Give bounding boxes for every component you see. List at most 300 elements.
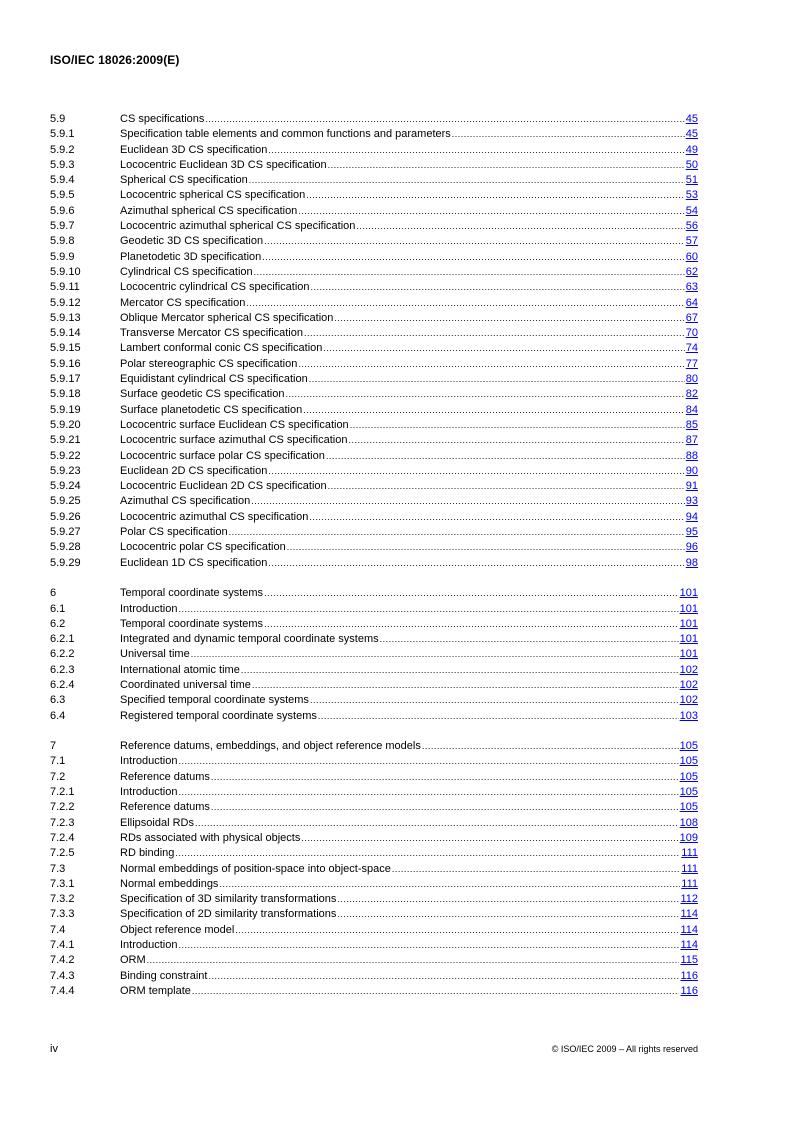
toc-entry-title: Spherical CS specification [120,174,248,187]
toc-entry-number: 5.9.24 [50,480,81,493]
toc-entry-title: Reference datums, embeddings, and object reference models [120,740,421,753]
toc-entry-line [120,984,698,999]
toc-entry [50,280,698,295]
dot-leader [246,296,684,311]
toc-entry [50,112,698,127]
toc-entry-title: Lococentric Euclidean 3D CS specification [120,158,327,171]
toc-page-link[interactable]: 95 [685,526,698,539]
dot-leader [303,403,685,418]
toc-entry-line [120,678,698,693]
toc-entry-title: Introduction [120,939,178,952]
toc-entry [50,341,698,356]
toc-entry [50,403,698,418]
dot-leader [318,709,679,724]
dot-leader [298,204,684,219]
toc-entry-number: 7.3.1 [50,877,75,890]
toc-section [50,739,698,999]
toc-entry [50,250,698,265]
toc-page-link[interactable]: 57 [685,235,698,248]
dot-leader [219,877,680,892]
toc-entry-line [120,296,698,311]
toc-entry-number: 5.9.10 [50,265,81,278]
toc-entry-line [120,632,698,647]
toc-entry-title: Universal time [120,648,190,661]
toc-entry-title: Lococentric azimuthal spherical CS specification [120,220,356,233]
dot-leader [175,846,680,861]
toc-entry-title: Geodetic 3D CS specification [120,235,264,248]
toc-entry-line [120,464,698,479]
toc-entry-title: Lococentric surface polar CS specification [120,449,325,462]
toc-entry [50,188,698,203]
toc-entry [50,602,698,617]
dot-leader [337,892,679,907]
toc-entry-line [120,877,698,892]
toc-page-link[interactable]: 116 [680,969,698,982]
toc-entry-number: 5.9.4 [50,174,75,187]
toc-entry-title: RDs associated with physical objects [120,831,301,844]
toc-entry-line [120,602,698,617]
toc-entry [50,143,698,158]
toc-entry-number: 7.4.4 [50,984,75,997]
toc-entry-number: 5.9.8 [50,235,75,248]
toc-entry-number: 5.9.6 [50,204,75,217]
toc-entry-title: Introduction [120,602,178,615]
toc-page-link[interactable]: 114 [680,939,698,952]
toc-entry-line [120,739,698,754]
toc-entry-title: RD binding [120,847,175,860]
dot-leader [323,341,684,356]
toc-entry-number: 7.2.1 [50,786,75,799]
toc-entry-number: 7.1 [50,755,66,768]
toc-entry-title: Introduction [120,786,178,799]
toc-entry-number: 5.9.25 [50,495,81,508]
toc-page-link[interactable]: 114 [680,923,698,936]
toc-entry-number: 7.3.2 [50,893,75,906]
toc-entry-title: Object reference model [120,923,235,936]
toc-entry-line [120,923,698,938]
toc-entry-line [120,800,698,815]
toc-entry-number: 7.4 [50,923,66,936]
dot-leader [311,280,685,295]
toc-page-link[interactable]: 54 [685,204,698,217]
toc-page-link[interactable]: 87 [685,434,698,447]
toc-page-link[interactable]: 80 [685,373,698,386]
toc-entry [50,892,698,907]
toc-entry-line [120,188,698,203]
toc-entry-number: 7.2.3 [50,816,75,829]
toc-entry-number: 5.9.5 [50,189,75,202]
toc-page-link[interactable]: 111 [681,862,698,875]
toc-entry-number: 5.9.19 [50,403,81,416]
toc-entry [50,785,698,800]
toc-entry-number: 5.9 [50,113,66,125]
toc-entry-title: Mercator CS specification [120,296,246,309]
dot-leader [268,556,684,571]
toc-entry-title: Reference datums [120,801,210,814]
toc-entry-number: 5.9.13 [50,311,81,324]
toc-entry-title: Planetodetic 3D specification [120,250,262,263]
dot-leader [191,647,679,662]
toc-entry [50,372,698,387]
toc-page-link[interactable]: 63 [685,281,698,294]
toc-page-link[interactable]: 91 [685,480,698,493]
toc-entry-line [120,418,698,433]
dot-leader [252,678,679,693]
toc-entry [50,938,698,953]
toc-page-link[interactable]: 93 [685,495,698,508]
toc-entry-title: Lococentric cylindrical CS specification [120,281,310,294]
dot-leader [264,586,679,601]
toc-entry-title: Integrated and dynamic temporal coordinate systems [120,633,379,646]
dot-leader [241,663,679,678]
toc-entry-line [120,173,698,188]
toc-entry-title: Specification table elements and common functions and parameters [120,128,451,141]
toc-section [50,112,698,571]
toc-entry-title: Binding constraint [120,969,208,982]
toc-entry [50,127,698,142]
toc-page-link[interactable]: 101 [679,602,698,615]
toc-entry-line [120,494,698,509]
toc-entry-line [120,754,698,769]
toc-entry-line [120,586,698,601]
toc-entry-number: 5.9.7 [50,220,75,233]
toc-page-link[interactable]: 111 [681,847,698,860]
toc-entry [50,326,698,341]
toc-entry-title: Temporal coordinate systems [120,617,264,630]
toc-entry-number: 5.9.14 [50,327,81,340]
toc-entry-number: 5.9.2 [50,143,75,156]
toc-entry [50,464,698,479]
toc-entry-title: Euclidean 3D CS specification [120,143,268,156]
dot-leader [328,479,685,494]
toc-page-link[interactable]: 98 [685,556,698,569]
toc-entry [50,387,698,402]
toc-entry-title: ORM [120,954,146,967]
toc-page-link[interactable]: 114 [680,908,698,921]
toc-page-link[interactable]: 108 [679,816,698,829]
toc-entry-line [120,709,698,724]
toc-entry [50,831,698,846]
toc-page-link[interactable]: 101 [679,633,698,646]
dot-leader [268,464,684,479]
toc-entry-number: 5.9.26 [50,510,81,523]
dot-leader [334,311,684,326]
toc-entry-number: 5.9.17 [50,373,81,386]
toc-entry [50,953,698,968]
toc-entry-title: Transverse Mercator CS specification [120,327,303,340]
toc-entry-line [120,341,698,356]
toc-entry-number: 7.2 [50,770,66,783]
toc-entry-title: Specified temporal coordinate systems [120,694,309,707]
toc-page-link[interactable]: 53 [685,189,698,202]
toc-entry [50,296,698,311]
toc-entry-line [120,311,698,326]
dot-leader [249,173,685,188]
dot-leader [301,831,678,846]
toc-entry [50,800,698,815]
dot-leader [422,739,679,754]
toc-entry-number: 6.1 [50,602,66,615]
dot-leader [147,953,680,968]
dot-leader [192,984,680,999]
toc-entry-title: Lococentric azimuthal CS specification [120,510,309,523]
toc-entry-line [120,540,698,555]
dot-leader [348,433,684,448]
toc-page-link[interactable]: 115 [680,954,698,967]
dot-leader [178,754,678,769]
toc-entry-line [120,663,698,678]
dot-leader [211,770,679,785]
toc-entry-line [120,785,698,800]
toc-page-link[interactable]: 105 [679,740,698,753]
toc-entry-number: 7 [50,740,57,753]
toc-entry-title: Polar stereographic CS specification [120,357,298,370]
toc-entry-title: Lococentric spherical CS specification [120,189,306,202]
toc-entry-number: 5.9.18 [50,388,81,401]
toc-entry-line [120,479,698,494]
toc-entry-title: Lococentric surface Euclidean CS specification [120,418,349,431]
toc-page-link[interactable]: 102 [679,663,698,676]
page-number: iv [50,1043,58,1055]
dot-leader [452,127,685,142]
toc-entry [50,510,698,525]
toc-entry-title: Lococentric Euclidean 2D CS specification [120,480,327,493]
toc-entry-title: Polar CS specification [120,526,228,539]
toc-entry-title: Azimuthal spherical CS specification [120,204,298,217]
toc-entry-line [120,387,698,402]
toc-entry-title: Oblique Mercator spherical CS specification [120,311,334,324]
toc-entry-number: 5.9.29 [50,556,81,569]
toc-page-link[interactable]: 101 [679,648,698,661]
toc-entry [50,219,698,234]
toc-entry [50,540,698,555]
toc-entry-line [120,693,698,708]
toc-entry-title: International atomic time [120,663,240,676]
toc-entry [50,204,698,219]
toc-page-link[interactable]: 50 [685,158,698,171]
toc-entry-line [120,969,698,984]
toc-entry-number: 5.9.22 [50,449,81,462]
toc-page-link[interactable]: 105 [679,786,698,799]
toc-entry [50,449,698,464]
toc-page-link[interactable]: 64 [685,296,698,309]
toc-page-link[interactable]: 62 [685,265,698,278]
toc-entry-number: 5.9.27 [50,526,81,539]
toc-page-link[interactable]: 60 [685,250,698,263]
toc-entry [50,709,698,724]
toc-entry [50,525,698,540]
toc-entry-title: CS specifications [120,113,205,125]
dot-leader [262,250,685,265]
toc-entry [50,418,698,433]
dot-leader [254,265,685,280]
toc-entry-number: 5.9.16 [50,357,81,370]
dot-leader [306,188,684,203]
toc-entry [50,877,698,892]
toc-page-link[interactable]: 90 [685,464,698,477]
dot-leader [264,234,685,249]
toc-entry-number: 5.9.20 [50,418,81,431]
table-of-contents [50,112,698,1015]
toc-entry-number: 7.2.4 [50,831,75,844]
toc-entry [50,907,698,922]
toc-entry-title: Equidistant cylindrical CS specification [120,373,308,386]
toc-entry-title: Coordinated universal time [120,678,251,691]
toc-entry-number: 5.9.11 [50,281,80,294]
dot-leader [235,923,679,938]
toc-section [50,586,698,724]
toc-entry-line [120,647,698,662]
dot-leader [287,540,685,555]
toc-entry-number: 7.3.3 [50,908,75,921]
toc-entry [50,923,698,938]
toc-page-link[interactable]: 102 [679,678,698,691]
toc-page-link[interactable]: 105 [679,755,698,768]
toc-entry-line [120,525,698,540]
dot-leader [328,158,685,173]
toc-entry-line [120,204,698,219]
toc-entry [50,969,698,984]
toc-entry-line [120,846,698,861]
toc-page-link[interactable]: 94 [685,510,698,523]
toc-entry-line [120,862,698,877]
dot-leader [392,862,680,877]
toc-page-link[interactable]: 105 [679,801,698,814]
toc-entry-line [120,219,698,234]
toc-entry-number: 5.9.9 [50,250,75,263]
toc-page-link[interactable]: 51 [685,174,698,187]
toc-page-link[interactable]: 84 [685,403,698,416]
toc-page-link[interactable]: 49 [685,143,698,156]
toc-page-link[interactable]: 77 [685,357,698,370]
toc-entry [50,632,698,647]
toc-page-link[interactable]: 116 [680,984,698,997]
toc-entry-title: Specification of 3D similarity transformations [120,893,337,906]
toc-entry-number: 5.9.21 [50,434,81,447]
toc-entry-number: 7.4.2 [50,954,75,967]
toc-entry-number: 6 [50,587,57,600]
toc-entry-number: 5.9.15 [50,342,81,355]
dot-leader [298,357,684,372]
toc-entry-title: Azimuthal CS specification [120,495,251,508]
toc-page-link[interactable]: 102 [679,694,698,707]
toc-entry-number: 5.9.12 [50,296,81,309]
toc-entry-line [120,403,698,418]
dot-leader [326,449,685,464]
dot-leader [264,617,679,632]
toc-entry-line [120,816,698,831]
toc-entry-number: 6.2.4 [50,678,75,691]
toc-entry [50,357,698,372]
toc-entry [50,754,698,769]
dot-leader [380,632,679,647]
toc-entry-number: 6.2.2 [50,648,75,661]
toc-entry-number: 6.4 [50,709,66,722]
toc-entry-number: 6.2.3 [50,663,75,676]
toc-page-link[interactable]: 67 [685,311,698,324]
toc-entry [50,311,698,326]
toc-entry-line [120,158,698,173]
toc-page-link[interactable]: 45 [685,128,698,141]
dot-leader [211,800,679,815]
dot-leader [309,510,684,525]
toc-entry-title: Normal embeddings [120,877,219,890]
toc-page-link[interactable]: 82 [685,388,698,401]
toc-entry-number: 5.9.1 [50,128,75,141]
toc-entry-title: Reference datums [120,770,210,783]
toc-entry [50,678,698,693]
toc-entry [50,556,698,571]
toc-entry [50,265,698,280]
toc-entry [50,173,698,188]
toc-entry-number: 5.9.3 [50,158,75,171]
toc-entry [50,770,698,785]
toc-entry-line [120,265,698,280]
toc-entry-number: 7.2.2 [50,801,75,814]
toc-page-link[interactable]: 96 [685,541,698,554]
dot-leader [195,816,679,831]
toc-entry-number: 6.2 [50,617,66,630]
toc-entry-title: Registered temporal coordinate systems [120,709,317,722]
toc-entry [50,984,698,999]
toc-entry-line [120,280,698,295]
dot-leader [356,219,684,234]
dot-leader [268,143,684,158]
toc-entry [50,617,698,632]
toc-entry-number: 5.9.23 [50,464,81,477]
toc-entry [50,846,698,861]
toc-page-link[interactable]: 70 [685,327,698,340]
toc-entry-line [120,449,698,464]
toc-entry-line [120,831,698,846]
dot-leader [178,785,678,800]
toc-page-link[interactable]: 101 [679,617,698,630]
toc-entry [50,158,698,173]
toc-page-link[interactable]: 88 [685,449,698,462]
toc-entry-line [120,907,698,922]
toc-entry-title: Cylindrical CS specification [120,265,253,278]
toc-page-link[interactable]: 101 [679,587,698,600]
toc-page-link[interactable]: 109 [679,831,698,844]
toc-page-link[interactable]: 111 [681,877,698,890]
toc-entry-title: Lococentric surface azimuthal CS specification [120,434,348,447]
toc-entry [50,234,698,249]
toc-page-link[interactable]: 56 [685,220,698,233]
dot-leader [205,112,684,127]
toc-entry-number: 7.2.5 [50,847,75,860]
dot-leader [350,418,685,433]
toc-entry-line [120,433,698,448]
toc-entry-title: Lambert conformal conic CS specification [120,342,323,355]
toc-entry [50,693,698,708]
toc-entry [50,862,698,877]
toc-page-link[interactable]: 45 [685,113,698,125]
toc-page-link[interactable]: 103 [679,709,698,722]
toc-entry-title: Temporal coordinate systems [120,587,264,600]
toc-entry [50,586,698,601]
toc-entry-title: Lococentric polar CS specification [120,541,286,554]
toc-page-link[interactable]: 74 [685,342,698,355]
dot-leader [309,372,685,387]
toc-entry-number: 5.9.28 [50,541,81,554]
document-header: ISO/IEC 18026:2009(E) [50,53,180,67]
toc-entry [50,647,698,662]
toc-page-link[interactable]: 112 [680,893,698,906]
toc-page-link[interactable]: 105 [679,770,698,783]
toc-page-link[interactable]: 85 [685,418,698,431]
toc-entry-line [120,326,698,341]
toc-entry-line [120,770,698,785]
